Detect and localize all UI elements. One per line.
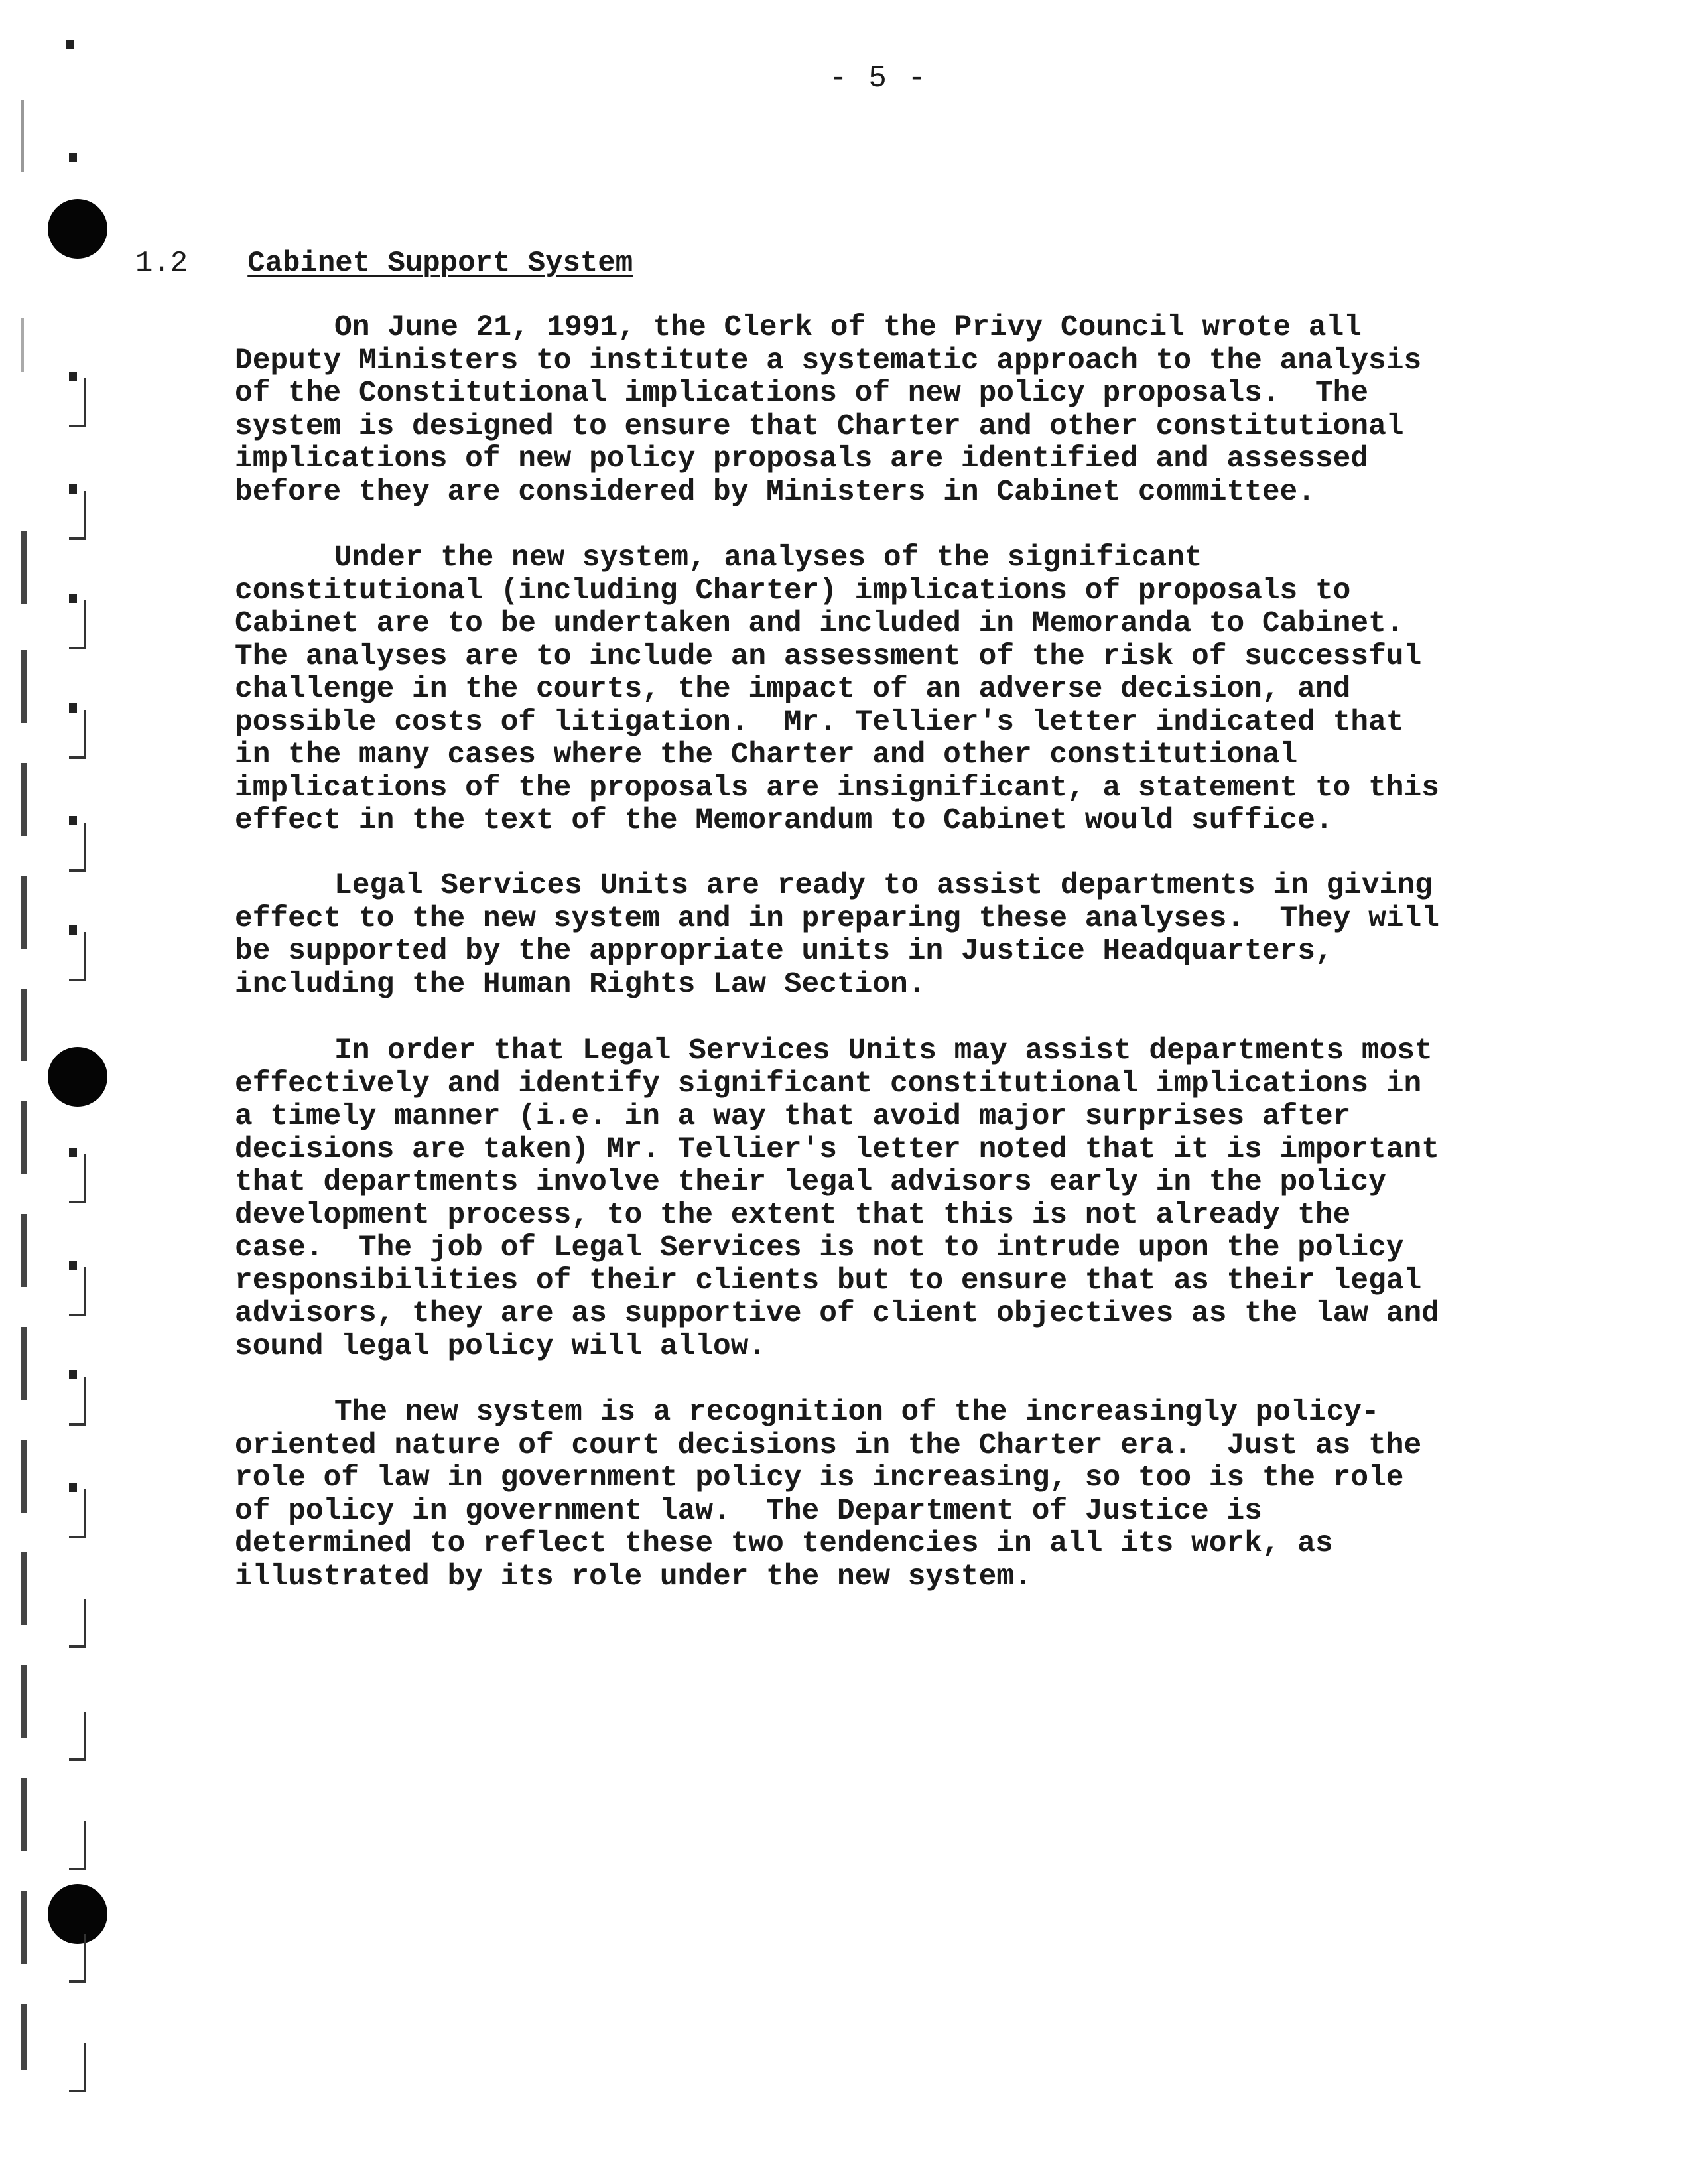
section-title: Cabinet Support System bbox=[247, 247, 633, 280]
text-line: including the Human Rights Law Section. bbox=[235, 967, 926, 1001]
text-line: that departments involve their legal advisors early in the policy bbox=[235, 1166, 1386, 1199]
text-line: of the Constitutional implications of new policy proposals. The bbox=[235, 377, 1369, 410]
text-line: decisions are taken) Mr. Tellier's letter noted that it is important bbox=[235, 1132, 1439, 1166]
paragraph-policy-oriented bbox=[235, 1397, 1614, 1594]
text-line: effect to the new system and in preparing these analyses. They will bbox=[235, 902, 1439, 935]
text-line: in the many cases where the Charter and other constitutional bbox=[235, 738, 1298, 772]
text-line: The new system is a recognition of the increasingly policy- bbox=[334, 1396, 1380, 1429]
text-line: sound legal policy will allow. bbox=[235, 1330, 767, 1363]
text-line: implications of new policy proposals are identified and assessed bbox=[235, 443, 1369, 476]
binder-hole-middle bbox=[48, 1047, 107, 1107]
text-line: role of law in government policy is increasing, so too is the role bbox=[235, 1462, 1404, 1495]
text-line: Under the new system, analyses of the significant bbox=[334, 541, 1202, 575]
text-line: Deputy Ministers to institute a systematic approach to the analysis bbox=[235, 344, 1422, 377]
section-heading bbox=[135, 247, 633, 280]
text-line: Legal Services Units are ready to assist departments in giving bbox=[334, 869, 1433, 902]
text-line: In order that Legal Services Units may assist departments most bbox=[334, 1034, 1433, 1067]
text-line: system is designed to ensure that Charter and other constitutional bbox=[235, 409, 1404, 443]
text-line: case. The job of Legal Services is not to intrude upon the policy bbox=[235, 1231, 1404, 1264]
text-line: determined to reflect these two tendencies in all its work, as bbox=[235, 1527, 1333, 1560]
paragraph-new-system-analyses bbox=[235, 542, 1614, 838]
text-line: effect in the text of the Memorandum to Cabinet would suffice. bbox=[235, 804, 1333, 837]
text-line: development process, to the extent that this is not already the bbox=[235, 1198, 1351, 1232]
text-line: oriented nature of court decisions in the Charter era. Just as the bbox=[235, 1428, 1422, 1462]
text-line: effectively and identify significant constitutional implications in bbox=[235, 1067, 1422, 1101]
text-line: On June 21, 1991, the Clerk of the Privy Council wrote all bbox=[334, 311, 1362, 344]
text-line: Cabinet are to be undertaken and included in Memoranda to Cabinet. bbox=[235, 607, 1404, 640]
text-line: advisors, they are as supportive of client objectives as the law and bbox=[235, 1297, 1439, 1330]
text-line: of policy in government law. The Department of Justice is bbox=[235, 1494, 1262, 1528]
paragraph-clerk-letter bbox=[235, 312, 1614, 509]
text-line: constitutional (including Charter) implications of proposals to bbox=[235, 574, 1351, 608]
text-line: implications of the proposals are insignificant, a statement to this bbox=[235, 771, 1439, 805]
binder-hole-top bbox=[48, 199, 107, 259]
text-line: be supported by the appropriate units in Justice Headquarters, bbox=[235, 935, 1333, 968]
text-line: The analyses are to include an assessment of the risk of successful bbox=[235, 640, 1422, 673]
section-number: 1.2 bbox=[135, 247, 188, 280]
text-line: before they are considered by Ministers in Cabinet committee. bbox=[235, 475, 1315, 509]
text-line: responsibilities of their clients but to ensure that as their legal bbox=[235, 1264, 1422, 1298]
text-line: challenge in the courts, the impact of an adverse decision, and bbox=[235, 673, 1351, 706]
page-number: - 5 - bbox=[829, 61, 928, 96]
paragraph-legal-services-units bbox=[235, 870, 1614, 1001]
text-line: illustrated by its role under the new system. bbox=[235, 1560, 1032, 1594]
text-line: a timely manner (i.e. in a way that avoid major surprises after bbox=[235, 1100, 1351, 1133]
text-line: possible costs of litigation. Mr. Tellier's letter indicated that bbox=[235, 705, 1404, 739]
paragraph-legal-advisors-early bbox=[235, 1035, 1614, 1363]
